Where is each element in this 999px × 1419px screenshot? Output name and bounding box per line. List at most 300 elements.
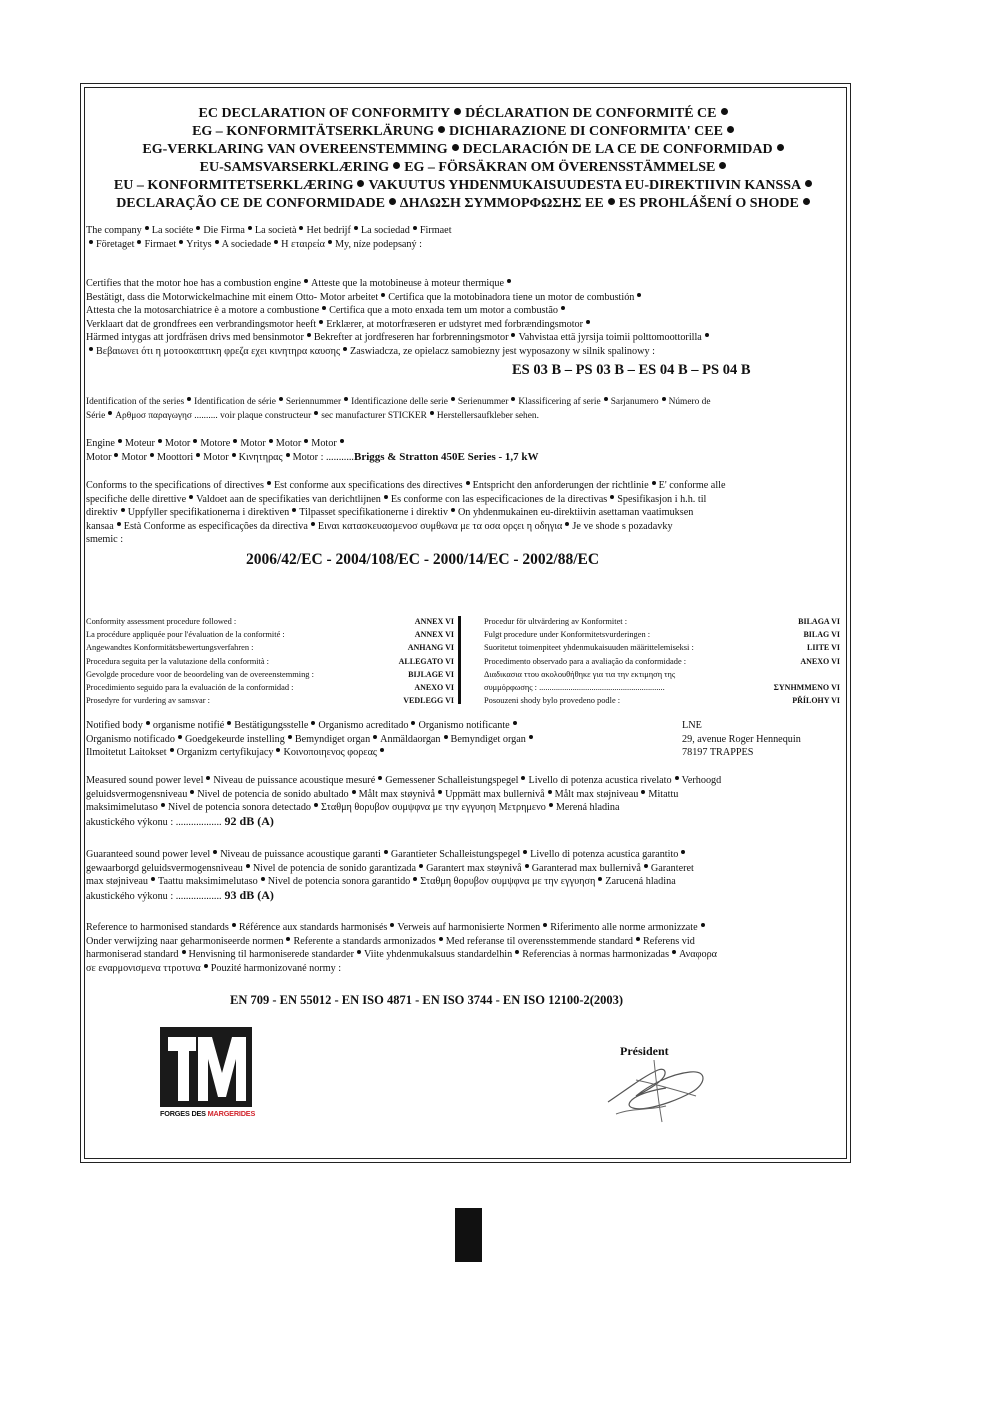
text-segment: Référence aux standards harmonisés	[238, 922, 388, 933]
text-line	[86, 962, 844, 976]
bullet-dot	[373, 735, 377, 739]
bullet-dot	[279, 397, 283, 401]
text-line	[86, 451, 844, 465]
bullet-dot	[179, 240, 183, 244]
text-segment: Je ve shode s pozadavky	[572, 520, 673, 532]
bullet-dot	[215, 240, 219, 244]
text-line	[86, 304, 844, 318]
text-segment: Atteste que la motobineuse à moteur thermique	[311, 278, 504, 289]
text-segment: Motor	[240, 438, 266, 449]
bullet-dot	[610, 495, 614, 499]
bullet-dot	[344, 397, 348, 401]
text-line	[86, 479, 844, 493]
text-segment: Motor	[164, 438, 191, 449]
text-segment: Livello di potenza acustica rivelato	[528, 775, 672, 786]
text-segment: Niveau de puissance acoustique mesuré	[213, 775, 376, 786]
text-segment: DECLARAÇÃO CE DE CONFORMIDADE	[116, 196, 385, 211]
text-segment: Med referanse til overensstemmende standard	[445, 935, 634, 947]
bullet-dot	[286, 937, 290, 941]
text-segment: Die Firma	[203, 225, 245, 236]
standards-list: EN 709 - EN 55012 - EN ISO 4871 - EN ISO 3744 - EN ISO 12100-2(2003)	[230, 993, 624, 1007]
text-segment: Vahvistaa että jyrsija toimii polttomoottorilla	[518, 332, 702, 343]
text-segment: La società	[254, 225, 297, 236]
text-line	[86, 533, 844, 547]
identification-section	[86, 396, 844, 423]
bullet-dot	[190, 790, 194, 794]
directive-list: 2006/42/EC - 2004/108/EC - 2000/14/EC - 2002/88/EC	[246, 551, 600, 568]
bullet-dot	[381, 293, 385, 297]
bullet-dot	[189, 495, 193, 499]
bullet-dot	[227, 721, 231, 725]
text-segment: Valdoet aan de specifikaties van derichtlijnen	[196, 493, 381, 505]
bullet-dot	[380, 748, 384, 752]
text-segment: Ilmoitetut Laitokset	[86, 747, 167, 758]
bullet-dot	[178, 735, 182, 739]
text-segment: Garantert max støynivå	[426, 862, 522, 874]
bullet-dot	[248, 226, 252, 230]
text-line	[86, 291, 844, 305]
text-segment: Målt max støjniveau	[554, 788, 639, 800]
procedure-row	[86, 681, 454, 694]
procedure-annex: VEDLEGG VI	[403, 696, 454, 706]
bullet-dot	[390, 923, 394, 927]
bullet-dot	[636, 937, 640, 941]
bullet-dot	[328, 240, 332, 244]
text-segment: Yritys	[186, 238, 212, 250]
procedure-annex: ANNEX VI	[414, 630, 454, 640]
notified-body-section	[86, 719, 536, 760]
bullet-dot	[354, 226, 358, 230]
bullet-dot	[681, 850, 685, 854]
bullet-dot	[145, 226, 149, 230]
text-segment: Företaget	[96, 238, 135, 250]
text-segment: Motor	[203, 451, 229, 463]
text-segment: Certifies that the motor hoe has a combustion engine	[86, 278, 302, 289]
procedure-label: Gevolgde procedure voor de beoordeling van de overeenstemming :	[86, 669, 314, 679]
procedure-annex: ΣΥΝΗΜΜΕΝΟ VI	[773, 682, 840, 692]
text-segment: Spesifikasjon i h.h. til	[617, 493, 707, 505]
sound-level-value: 93 dB (A)	[221, 887, 274, 902]
bullet-dot	[89, 347, 93, 351]
text-segment: akustického výkonu : ..................	[86, 890, 222, 902]
text-segment: Verklaart dat de grondfrees een verbrandingsmotor heeft	[86, 318, 317, 330]
procedure-label: Prosedyre for vurdering av samsvar :	[86, 696, 210, 706]
bullet-dot	[204, 964, 208, 968]
text-segment: Referencias à normas harmonizadas	[522, 949, 670, 960]
text-segment: Onder verwijzing naar geharmoniseerde normen	[86, 935, 284, 947]
text-segment: Reference to harmonised standards	[86, 922, 229, 933]
text-segment: Moteur	[124, 438, 155, 449]
bullet-dot	[727, 126, 734, 133]
text-segment: Identification of the series	[86, 397, 185, 407]
text-segment: La sociedad	[360, 225, 410, 236]
bullet-dot	[444, 735, 448, 739]
text-segment: sec manufacturer STICKER	[321, 410, 427, 421]
bullet-dot	[118, 439, 122, 443]
handwritten-signature	[596, 1050, 714, 1130]
text-line	[86, 224, 844, 238]
bullet-dot	[466, 481, 470, 485]
text-segment: Ειναι κατασκευασμενοσ συμθωνα με τα οσα ορςει η οδηγια	[317, 520, 563, 532]
text-line	[86, 396, 844, 410]
bullet-dot	[805, 180, 812, 187]
bullet-dot	[114, 453, 118, 457]
guaranteed-sound-section	[86, 848, 844, 903]
bullet-dot	[158, 439, 162, 443]
bullet-dot	[193, 439, 197, 443]
bullet-dot	[701, 923, 705, 927]
text-segment: Klassificering af serie	[518, 397, 601, 407]
bullet-dot	[304, 439, 308, 443]
text-segment: Guaranteed sound power level	[86, 849, 211, 860]
bullet-dot	[439, 937, 443, 941]
text-line	[86, 746, 536, 760]
text-segment: Organismo notificado	[86, 733, 175, 745]
bullet-dot	[89, 240, 93, 244]
text-segment: Livello di potenza acustica garantito	[530, 849, 679, 860]
bullet-dot	[803, 198, 810, 205]
text-segment: Referens vid	[643, 935, 695, 947]
bullet-dot	[529, 735, 533, 739]
bullet-dot	[311, 721, 315, 725]
bullet-dot	[121, 508, 125, 512]
logo-caption-part1: FORGES DES	[160, 1109, 208, 1118]
text-segment: EC DECLARATION OF CONFORMITY	[198, 106, 451, 121]
procedure-row	[86, 628, 454, 641]
text-segment: EU-SAMSVARSERKLÆRING	[199, 160, 390, 175]
text-segment: La sociéte	[151, 225, 194, 236]
bullet-dot	[286, 453, 290, 457]
text-segment: Bekrefter at jordfreseren har forbrenningsmotor	[313, 332, 509, 343]
text-line	[86, 506, 844, 520]
bullet-dot	[311, 522, 315, 526]
text-segment: Série	[86, 410, 106, 421]
bullet-dot	[604, 397, 608, 401]
bullet-dot	[637, 293, 641, 297]
bullet-dot	[206, 776, 210, 780]
bullet-dot	[521, 776, 525, 780]
bullet-dot	[343, 347, 347, 351]
address-line: 29, avenue Roger Hennequin	[682, 733, 801, 745]
bullet-dot	[548, 790, 552, 794]
text-segment: Κινητηρας	[238, 451, 283, 463]
bullet-dot	[170, 748, 174, 752]
procedure-annex: LIITE VI	[807, 643, 840, 653]
text-segment: ΔΗΛΩΣΗ ΣΥΜΜΟΡΦΩΣΗΣ ΕΕ	[399, 196, 604, 211]
procedure-annex: BILAG VI	[803, 630, 840, 640]
text-segment: organisme notifié	[152, 720, 225, 731]
conforms-section	[86, 479, 844, 547]
bullet-dot	[515, 950, 519, 954]
bullet-dot	[777, 144, 784, 151]
bullet-dot	[137, 240, 141, 244]
procedure-label: Procedimento observado para a avaliação da conformidade :	[484, 656, 687, 666]
engine-section	[86, 437, 844, 464]
company-section	[86, 224, 844, 251]
text-segment: Tilpasset specifikationerne i direktiv	[299, 507, 448, 518]
bullet-dot	[413, 226, 417, 230]
certifies-section	[86, 277, 844, 358]
text-segment: Entspricht den anforderungen der richtlinie	[472, 480, 649, 491]
bullet-dot	[246, 864, 250, 868]
bullet-dot	[561, 306, 565, 310]
bullet-dot	[261, 877, 265, 881]
bullet-dot	[378, 776, 382, 780]
text-segment: Seriennummer	[285, 397, 342, 407]
text-segment: Σταθμη θορυβον συμψφνα με την εγγυηση	[420, 876, 596, 887]
text-segment: Nivel de potencia de sonido garantizada	[252, 862, 417, 874]
text-segment: Garantieter Schalleistungspegel	[390, 849, 521, 860]
text-segment: Mitattu	[648, 788, 679, 800]
procedure-annex: PŘÍLOHY VI	[792, 696, 840, 706]
text-segment: Referente a standards armonizados	[293, 935, 436, 947]
text-segment: Firmaet	[144, 238, 177, 250]
text-segment: Het bedrijf	[306, 225, 351, 236]
bullet-dot	[454, 108, 461, 115]
procedure-row	[86, 694, 454, 707]
text-segment: max støjniveau	[86, 876, 148, 887]
text-line	[86, 788, 844, 802]
text-line	[86, 848, 844, 862]
bullet-dot	[721, 108, 728, 115]
procedures-left	[86, 615, 454, 707]
procedure-label: Procedimiento seguido para la evaluación de la conformidad :	[86, 682, 294, 692]
text-segment: Verhoogd	[681, 775, 722, 786]
text-segment: Zarucená hladina	[605, 876, 676, 887]
text-segment: Número de	[668, 397, 711, 407]
bullet-dot	[452, 144, 459, 151]
text-segment: Nivel de potencia de sonido abultado	[197, 788, 349, 800]
bullet-dot	[565, 522, 569, 526]
procedure-row	[484, 681, 840, 694]
procedure-label: La procédure appliquée pour l'évaluation de la conformité :	[86, 630, 285, 640]
bullet-dot	[675, 776, 679, 780]
text-segment: A sociedade	[221, 238, 272, 250]
text-segment: Motor	[311, 438, 337, 449]
bullet-dot	[319, 320, 323, 324]
model-list: ES 03 B – PS 03 B – ES 04 B – PS 04 B	[512, 362, 751, 378]
bullet-dot	[288, 735, 292, 739]
text-segment: Garanterad max bullernivå	[531, 862, 641, 874]
bullet-dot	[108, 411, 112, 415]
text-segment: Moottori	[156, 451, 194, 463]
bullet-dot	[411, 721, 415, 725]
text-segment: Henvisning til harmoniserede standarder	[188, 949, 355, 960]
text-segment: Firmaet	[419, 225, 452, 236]
bullet-dot	[523, 850, 527, 854]
text-segment: Anmäldaorgan	[380, 733, 441, 745]
text-line	[86, 719, 536, 733]
procedure-annex: BILAGA VI	[798, 617, 840, 626]
bullet-dot	[393, 162, 400, 169]
text-segment: Uppmätt max bullernivå	[445, 788, 545, 800]
text-line	[86, 437, 844, 451]
text-segment: ES PROHLÁŠENÍ O SHODE	[618, 196, 799, 211]
bullet-dot	[322, 306, 326, 310]
text-segment: EG-VERKLARING VAN OVEREENSTEMMING	[142, 142, 448, 157]
text-line	[86, 195, 844, 213]
text-line	[86, 875, 844, 889]
procedure-annex: ANEXO VI	[414, 682, 454, 692]
text-line	[86, 935, 844, 949]
text-segment: EU – KONFORMITETSERKLÆRING	[113, 178, 354, 193]
bullet-dot	[232, 923, 236, 927]
text-segment: Målt max støynivå	[358, 788, 436, 800]
text-segment: DICHIARAZIONE DI CONFORMITA' CEE	[448, 124, 723, 139]
text-segment: Motor	[121, 451, 147, 463]
text-segment: Engine	[86, 438, 115, 449]
text-line	[86, 921, 844, 935]
text-segment: DECLARACIÓN DE LA CE DE CONFORMIDAD	[462, 142, 773, 157]
bullet-dot	[451, 508, 455, 512]
text-segment: Herstellersaufkleber sehen.	[436, 410, 539, 421]
text-segment: Η εταιρεία	[281, 238, 325, 250]
notified-body-address	[682, 719, 801, 760]
text-segment: direktiv	[86, 507, 118, 518]
text-line	[86, 815, 844, 830]
procedure-label: Procedur för ultvärdering av Konformitet :	[484, 617, 628, 626]
bullet-dot	[352, 790, 356, 794]
bullet-dot	[705, 333, 709, 337]
text-line	[86, 141, 844, 159]
text-line	[86, 801, 844, 815]
bullet-dot	[161, 803, 165, 807]
procedure-label: Διαδικασια ττου ακολουθήθηκε για τια την εκτιμηση της	[484, 669, 676, 679]
address-line: LNE	[682, 720, 702, 731]
text-segment: Αρθμοσ παραγωγησ .......... voir plaque constructeur	[115, 410, 312, 421]
bullet-dot	[146, 721, 150, 725]
text-segment: geluidsvermogensniveau	[86, 788, 188, 800]
bullet-dot	[586, 320, 590, 324]
text-segment: Organismo acreditado	[318, 720, 409, 731]
procedure-row	[86, 655, 454, 668]
procedure-row	[484, 655, 840, 668]
text-segment: Motor	[86, 451, 112, 463]
signature-title: Président	[620, 1044, 669, 1058]
text-line	[86, 774, 844, 788]
text-segment: Bestätigungsstelle	[234, 720, 309, 731]
text-line	[86, 105, 844, 123]
text-segment: E' conforme alle	[658, 480, 726, 491]
text-segment: My, níze podepsaný :	[334, 238, 422, 250]
text-segment: Pouzité harmonizované normy :	[210, 962, 342, 974]
text-line	[86, 123, 844, 141]
procedures-right	[484, 615, 840, 707]
text-segment: Conforms to the specifications of directives	[86, 480, 264, 491]
text-segment: Uppfyller specifikationerna i direktiven	[127, 507, 290, 518]
text-segment: EG – KONFORMITÄTSERKLÄRUNG	[192, 124, 434, 139]
text-line	[86, 318, 844, 332]
text-segment: Gemessener Schalleistungspegel	[385, 775, 519, 786]
text-segment: Motor : ...........	[292, 451, 354, 463]
text-segment: Measured sound power level	[86, 775, 204, 786]
declaration-title	[86, 105, 844, 213]
logo-caption	[160, 1109, 256, 1118]
text-segment: Sarjanumero	[610, 397, 659, 407]
bullet-dot	[384, 495, 388, 499]
procedure-row	[86, 641, 454, 654]
address-line: 78197 TRAPPES	[682, 747, 754, 758]
text-segment: Notified body	[86, 720, 143, 731]
procedure-label: Procedura seguita per la valutazione della conformità :	[86, 656, 270, 666]
text-line	[86, 331, 844, 345]
bullet-dot	[117, 522, 121, 526]
procedure-label: συμμόρφωσης : ............................................................	[484, 682, 665, 692]
bullet-dot	[267, 481, 271, 485]
text-segment: Est conforme aux specifications des directives	[273, 480, 463, 491]
measured-sound-section	[86, 774, 844, 829]
bullet-dot	[430, 411, 434, 415]
bullet-dot	[233, 439, 237, 443]
bullet-dot	[641, 790, 645, 794]
harmonised-standards-section	[86, 921, 844, 975]
text-segment: Identificazione delle serie	[351, 397, 448, 407]
procedure-row	[86, 668, 454, 681]
bullet-dot	[543, 923, 547, 927]
text-segment: specifiche delle direttive	[86, 493, 187, 505]
bullet-dot	[413, 877, 417, 881]
text-segment: Motor	[275, 438, 302, 449]
bullet-dot	[719, 162, 726, 169]
bullet-dot	[672, 950, 676, 954]
engine-model-value: Briggs & Stratton 450E Series - 1,7 kW	[353, 450, 539, 463]
procedure-row	[484, 641, 840, 654]
text-segment: Σταθμη θορυβον συμψφνα με την εγγυηση Μετρημενο	[321, 802, 546, 813]
text-segment: Niveau de puissance acoustique garanti	[220, 849, 381, 860]
text-segment: Merená hladina	[555, 802, 620, 813]
bullet-dot	[511, 333, 515, 337]
text-segment: Identification de série	[194, 397, 276, 407]
text-segment: Nivel de potencia sonora detectado	[167, 802, 312, 813]
bullet-dot	[274, 240, 278, 244]
text-segment: Motore	[200, 438, 231, 449]
text-segment: Bestätigt, dass die Motorwickelmachine mit einem Otto- Motor arbeitet	[86, 291, 379, 303]
procedure-annex: BIJLAGE VI	[408, 669, 454, 679]
text-line	[86, 520, 844, 534]
procedure-annex: ANHANG VI	[407, 643, 454, 653]
procedure-label: Posouzeni shody bylo provedeno podle :	[484, 696, 621, 706]
bullet-dot	[507, 279, 511, 283]
logo-caption-part2: MARGERIDES	[207, 1109, 256, 1118]
bullet-dot	[549, 803, 553, 807]
text-segment: Riferimento alle norme armonizzate	[550, 922, 698, 933]
procedure-annex: ALLEGATO VI	[398, 656, 454, 666]
bullet-dot	[438, 790, 442, 794]
bullet-dot	[662, 397, 666, 401]
text-segment: Erklærer, at motorfræseren er udstyret med forbrændingsmotor	[326, 318, 584, 330]
text-segment: Αναφορα	[679, 949, 717, 960]
bullet-dot	[384, 850, 388, 854]
bullet-dot	[151, 877, 155, 881]
text-line	[86, 410, 844, 424]
text-segment: kansaa	[86, 520, 114, 532]
bullet-dot	[652, 481, 656, 485]
bullet-dot	[150, 453, 154, 457]
bullet-dot	[451, 397, 455, 401]
text-line	[86, 238, 844, 252]
bullet-dot	[513, 721, 517, 725]
bullet-dot	[438, 126, 445, 133]
text-segment: Zaswiadcza, ze opielacz samobiezny jest wyposazony w silnik spalinowy :	[349, 345, 655, 357]
bullet-dot	[304, 279, 308, 283]
bullet-dot	[644, 864, 648, 868]
text-segment: Garanteret	[650, 862, 694, 874]
text-segment: harmoniserad standard	[86, 949, 179, 960]
text-line	[86, 345, 844, 359]
bullet-dot	[232, 453, 236, 457]
text-segment: Verweis auf harmonisierte Normen	[397, 922, 541, 933]
text-line	[86, 159, 844, 177]
